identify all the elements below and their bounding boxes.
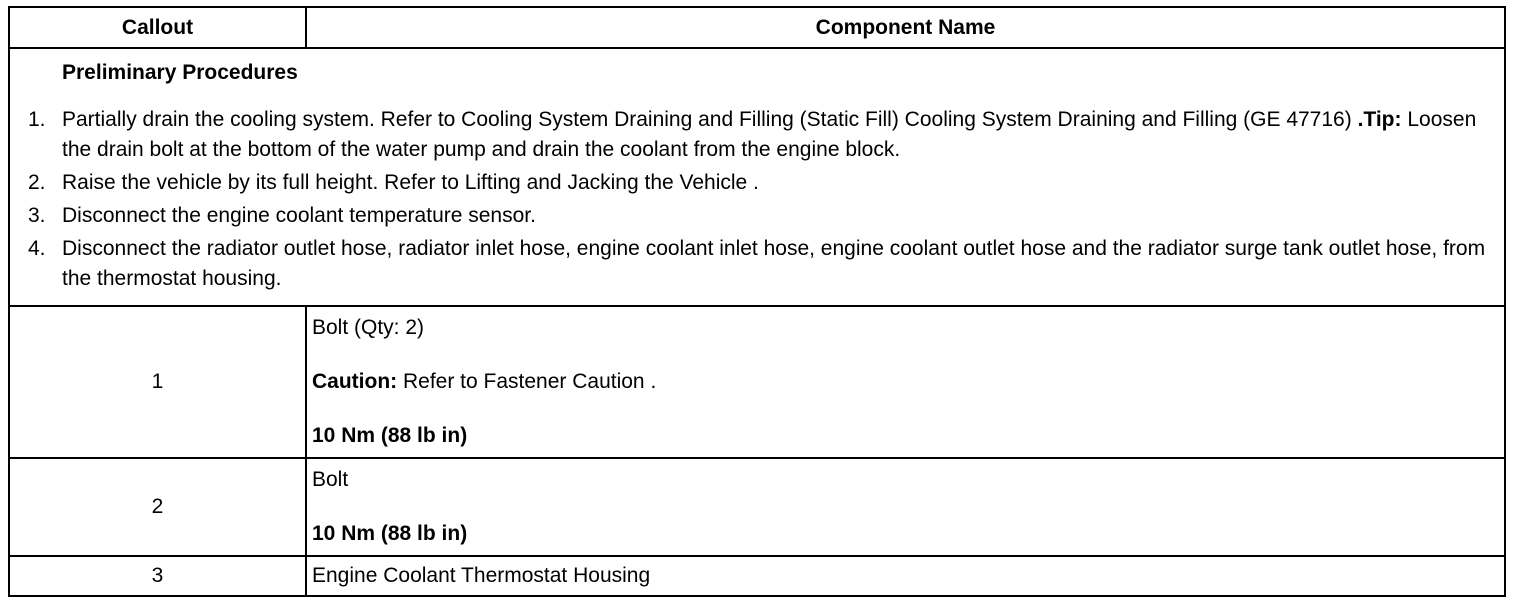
component-name-header: Component Name <box>306 7 1505 48</box>
preliminary-title: Preliminary Procedures <box>62 61 298 84</box>
table-row <box>9 306 1505 458</box>
caution-text: Refer to Fastener Caution . <box>397 370 657 393</box>
preliminary-cell <box>9 48 1505 306</box>
caution-note <box>312 367 1504 397</box>
callout-cell: 3 <box>9 556 306 596</box>
caution-label: Caution: <box>312 370 398 393</box>
torque-spec: 10 Nm (88 lb in) <box>312 424 468 447</box>
header-row <box>9 7 1505 48</box>
component-name: Engine Coolant Thermostat Housing <box>306 556 1505 596</box>
callout-cell: 1 <box>9 306 306 458</box>
component-cell <box>306 458 1505 556</box>
step-item <box>10 201 1504 231</box>
tip-text: Loosen the drain bolt at the bottom of the water pump and drain the coolant from the engine block. <box>62 108 1477 161</box>
table-row <box>9 458 1505 556</box>
table-row <box>9 556 1505 596</box>
component-name: Bolt <box>312 468 349 491</box>
callout-cell: 2 <box>9 458 306 556</box>
step-text: Raise the vehicle by its full height. Refer to Lifting and Jacking the Vehicle . <box>62 171 759 194</box>
torque-spec: 10 Nm (88 lb in) <box>312 522 468 545</box>
step-text: Disconnect the engine coolant temperature sensor. <box>62 204 536 227</box>
step-text: Disconnect the radiator outlet hose, radiator inlet hose, engine coolant inlet hose, engine coolant outlet hose and the radiator surge tank outlet hose, from the thermostat housing. <box>62 237 1486 290</box>
step-number: 1. <box>28 108 46 131</box>
component-cell <box>306 306 1505 458</box>
step-number: 4. <box>28 237 46 260</box>
step-item <box>10 168 1504 198</box>
step-number: 2. <box>28 171 46 194</box>
step-item <box>10 234 1504 294</box>
preliminary-row <box>9 48 1505 306</box>
step-text: Partially drain the cooling system. Refer to Cooling System Draining and Filling (Static Fill) Cooling System Draining and Filling (GE 47716) <box>62 108 1358 131</box>
tip-label: .Tip: <box>1357 108 1402 131</box>
step-number: 3. <box>28 204 46 227</box>
callout-header: Callout <box>9 7 306 48</box>
step-item <box>10 105 1504 165</box>
procedure-table <box>8 6 1506 597</box>
component-name: Bolt (Qty: 2) <box>312 316 425 339</box>
preliminary-steps <box>10 105 1504 294</box>
